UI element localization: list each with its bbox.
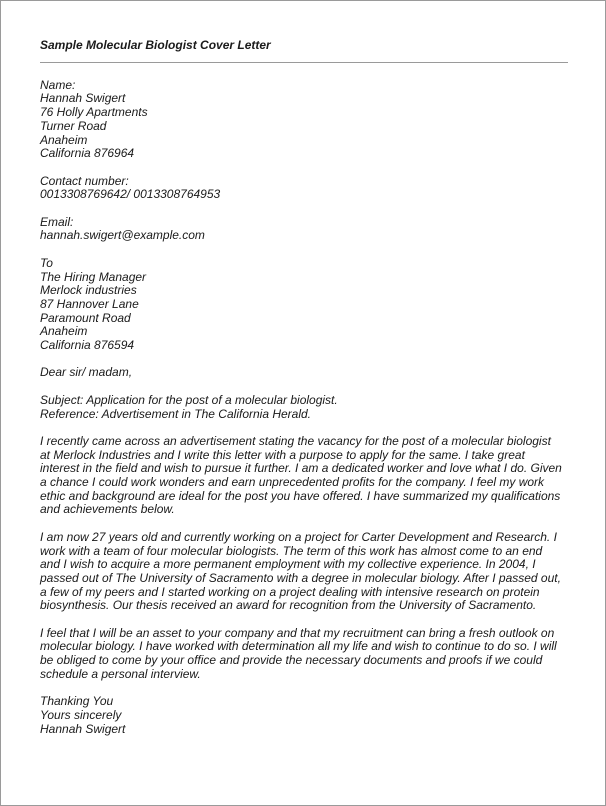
paragraph-line: at Merlock Industries and I write this letter with a purpose to apply for the same. I take great: [40, 447, 525, 462]
email-label: Email:: [40, 214, 74, 229]
subject-line: Subject: Application for the post of a molecular biologist.: [40, 392, 338, 407]
recipient-block: [40, 257, 575, 353]
paragraph-line: ethic and background are ideal for the post you have offered. I have summarized my qualifications: [40, 488, 561, 503]
sender-address-line: 76 Holly Apartments: [40, 105, 148, 120]
paragraph-line: I recently came across an advertisement stating the vacancy for the post of a molecular biologist: [40, 433, 551, 448]
paragraph-line: work with a team of four molecular biologists. The term of this work has almost come to an end: [40, 543, 543, 558]
paragraph-line: interest in the field and wish to pursue it further. I am a dedicated worker and love what I do. Given: [40, 461, 562, 476]
contact-block: [40, 175, 575, 202]
paragraph-line: schedule a personal interview.: [40, 666, 201, 681]
sender-address-line: California 876964: [40, 146, 135, 161]
paragraph-line: a chance I could work wonders and earn unprecedented profits for the company. I feel my work: [40, 475, 545, 489]
title-divider: [40, 62, 568, 63]
closing-thanks: Thanking You: [40, 694, 114, 709]
body-paragraph-3: [40, 627, 575, 682]
sender-name: Hannah Swigert: [40, 91, 126, 106]
paragraph-line: and I wish to acquire a more permanent employment with my collective experience. In 2004, I: [40, 557, 536, 572]
paragraph-line: a few of my peers and I started working on a project dealing with intensive research on protein: [40, 584, 540, 599]
paragraph-line: and achievements below.: [40, 502, 175, 517]
paragraph-line: be obliged to come by your office and provide the necessary documents and proofs if we could: [40, 653, 543, 668]
subject-block: [40, 394, 575, 421]
reference-line: Reference: Advertisement in The California Herald.: [40, 406, 312, 421]
recipient-title: The Hiring Manager: [40, 269, 147, 284]
recipient-company: Merlock industries: [40, 283, 137, 298]
salutation-block: [40, 366, 575, 380]
paragraph-line: I feel that I will be an asset to your company and that my recruitment can bring a fresh outlook on: [40, 625, 555, 640]
sender-address-line: Turner Road: [40, 118, 107, 133]
email-block: [40, 216, 575, 243]
paragraph-line: I am now 27 years old and currently working on a project for Carter Development and Research. I: [40, 529, 557, 544]
sender-block: [40, 79, 575, 161]
closing-block: [40, 695, 575, 736]
recipient-address-line: Paramount Road: [40, 310, 131, 325]
paragraph-line: passed out of The University of Sacramento with a degree in molecular biology. After I passed out,: [40, 570, 561, 585]
contact-number: 0013308769642/ 0013308764953: [40, 187, 221, 202]
salutation: Dear sir/ madam,: [40, 365, 133, 380]
recipient-address-line: California 876594: [40, 338, 135, 353]
email-address[interactable]: hannah.swigert@example.com: [40, 228, 205, 243]
document-title: Sample Molecular Biologist Cover Letter: [40, 38, 271, 52]
closing-sign-off: Yours sincerely: [40, 707, 122, 722]
recipient-address-line: Anaheim: [40, 324, 88, 339]
contact-label: Contact number:: [40, 173, 129, 188]
closing-signature-name: Hannah Swigert: [40, 721, 126, 736]
recipient-label: To: [40, 255, 53, 270]
sender-label: Name:: [40, 77, 76, 92]
sender-address-line: Anaheim: [40, 132, 88, 147]
letter-page: [40, 39, 575, 736]
recipient-address-line: 87 Hannover Lane: [40, 296, 139, 311]
paragraph-line: molecular biology. I have worked with determination all my life and wish to continue to do so. I will: [40, 639, 557, 654]
body-paragraph-1: [40, 435, 575, 517]
body-paragraph-2: [40, 531, 575, 613]
paragraph-line: biosynthesis. Our thesis received an award for recognition from the University of Sacramento.: [40, 598, 537, 613]
